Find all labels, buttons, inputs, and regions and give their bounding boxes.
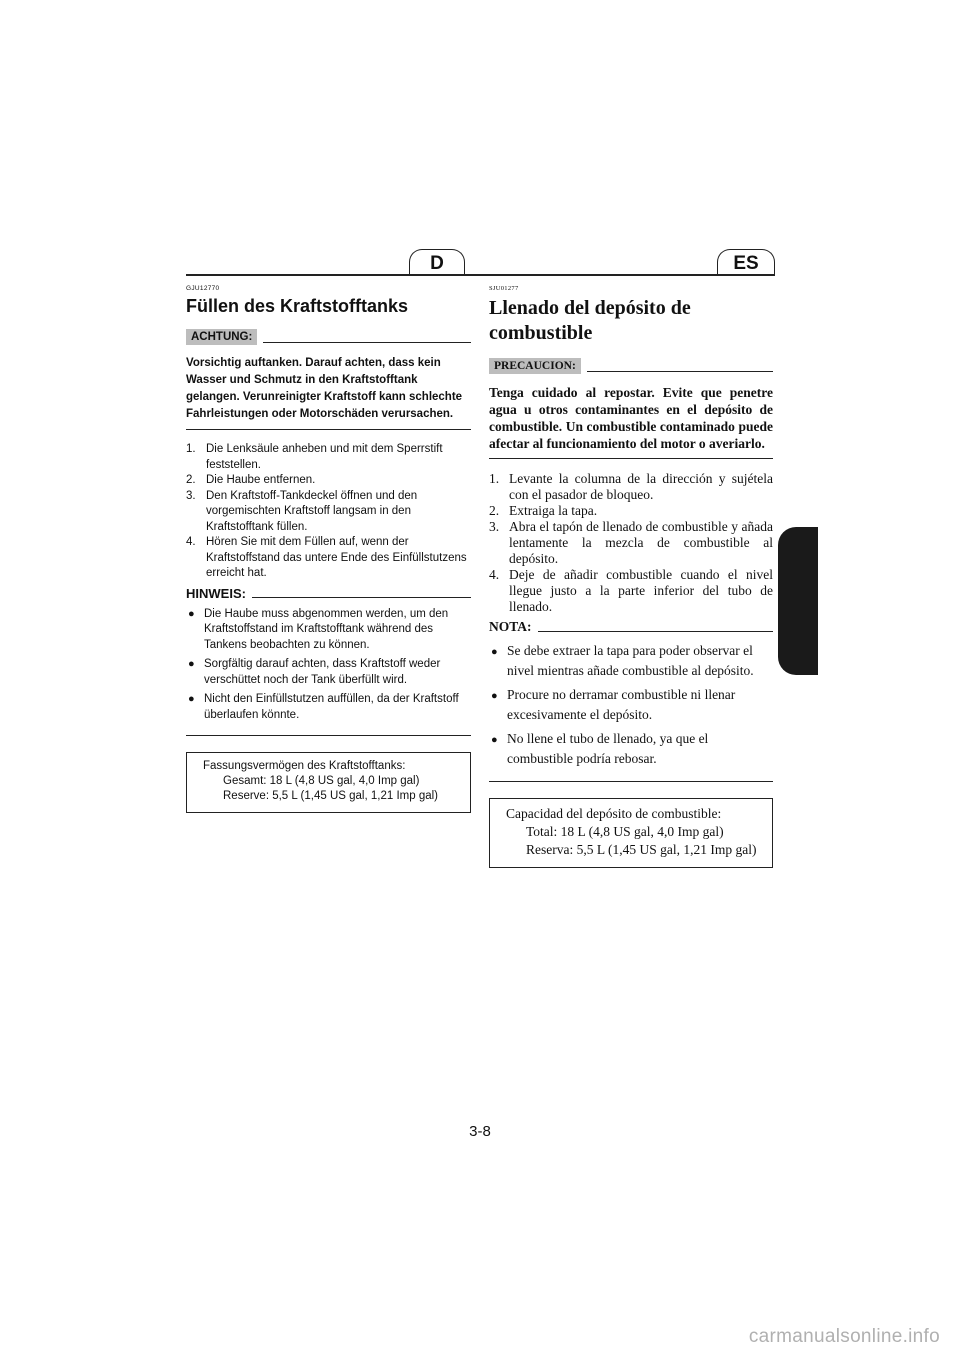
spanish-column	[489, 285, 773, 868]
language-tab-german: D	[409, 249, 465, 276]
note-item: ● Se debe extraer la tapa para poder observar el nivel mientras añade combustible al depósito.	[491, 643, 754, 678]
step-item: 4. Deje de añadir combustible cuando el nivel llegue justo a la parte inferior del tubo de llenado.	[489, 567, 773, 614]
note-rule	[538, 631, 774, 632]
step-item: 3. Den Kraftstoff-Tankdeckel öffnen und den vorgemischten Kraftstoff langsam in den Kraftstofftank füllen.	[186, 489, 418, 533]
note-item: ● No llene el tubo de llenado, ya que el combustible podría rebosar.	[491, 731, 709, 766]
german-column	[186, 285, 471, 813]
caution-text: Vorsichtig auftanken. Darauf achten, dass kein Wasser und Schmutz in den Kraftstofftank gelangen. Verunreinigter Kraftstoff kann schlechte Fahrleistungen oder Motorschäden verursachen.	[186, 355, 471, 430]
notes-list	[489, 641, 773, 782]
note-item: ● Nicht den Einfüllstutzen auffüllen, da der Kraftstoff überlaufen könnte.	[188, 693, 459, 721]
caution-rule	[587, 371, 773, 372]
note-rule	[252, 597, 471, 598]
page-number: 3-8	[469, 1123, 491, 1140]
step-item: 4. Hören Sie mit dem Füllen auf, wenn der Kraftstoffstand das untere Ende des Einfüllstutzens erreicht hat.	[186, 536, 467, 579]
note-label: NOTA:	[489, 619, 532, 634]
step-item: 2. Extraiga la tapa.	[489, 503, 598, 518]
steps-list	[489, 471, 773, 615]
note-header	[186, 586, 471, 601]
section-code: SJU01277	[489, 285, 519, 292]
language-tab-spanish: ES	[717, 249, 775, 276]
note-header	[489, 619, 773, 635]
bullet-icon: ●	[491, 734, 498, 746]
bullet-icon: ●	[188, 658, 195, 670]
header-rule	[186, 274, 775, 276]
section-thumb-tab	[778, 527, 818, 675]
caution-badge: PRECAUCION:	[489, 358, 581, 374]
bullet-icon: ●	[491, 690, 498, 702]
caution-header	[186, 329, 471, 345]
section-code: GJU12770	[186, 285, 220, 292]
caution-text: Tenga cuidado al repostar. Evite que penetre agua u otros contaminantes en el depósito de combustible. Un combustible contaminado puede afectar al funcionamiento del motor o averiarlo.	[489, 384, 773, 459]
note-item: ● Sorgfältig darauf achten, dass Kraftstoff weder verschüttet noch der Tank überfüllt wird.	[188, 658, 441, 686]
note-item: ● Procure no derramar combustible ni llenar excesivamente el depósito.	[491, 687, 736, 722]
caution-rule	[263, 342, 471, 343]
step-item: 2. Die Haube entfernen.	[186, 474, 316, 486]
note-item: ● Die Haube muss abgenommen werden, um den Kraftstoffstand im Kraftstofftank während des Tankens beobachten zu können.	[188, 607, 449, 651]
step-item: 3. Abra el tapón de llenado de combustible y añada lentamente la mezcla de combustible al depósito.	[489, 519, 773, 566]
bullet-icon: ●	[491, 646, 498, 658]
section-title: Füllen des Kraftstofftanks	[186, 296, 409, 316]
capacity-spec-box: Capacidad del depósito de combustible: Total: 18 L (4,8 US gal, 4,0 Imp gal) Reserva: 5,5 L (1,45 US gal, 1,21 Imp gal)	[489, 798, 773, 868]
bullet-icon: ●	[188, 607, 195, 620]
step-item: 1. Levante la columna de la dirección y sujétela con el pasador de bloqueo.	[489, 471, 773, 502]
notes-list	[186, 607, 471, 737]
capacity-spec-box: Fassungsvermögen des Kraftstofftanks: Gesamt: 18 L (4,8 US gal, 4,0 Imp gal) Reserve: 5,5 L (1,45 US gal, 1,21 Imp gal)	[186, 752, 471, 813]
bullet-icon: ●	[188, 693, 195, 705]
section-title: Llenado del depósito de combustible	[489, 297, 691, 344]
caution-header	[489, 358, 773, 374]
watermark: carmanualsonline.info	[748, 1326, 940, 1347]
steps-list	[186, 442, 471, 582]
step-item: 1. Die Lenksäule anheben und mit dem Sperrstift feststellen.	[186, 443, 443, 471]
caution-badge: ACHTUNG:	[186, 329, 257, 345]
note-label: HINWEIS:	[186, 585, 246, 601]
